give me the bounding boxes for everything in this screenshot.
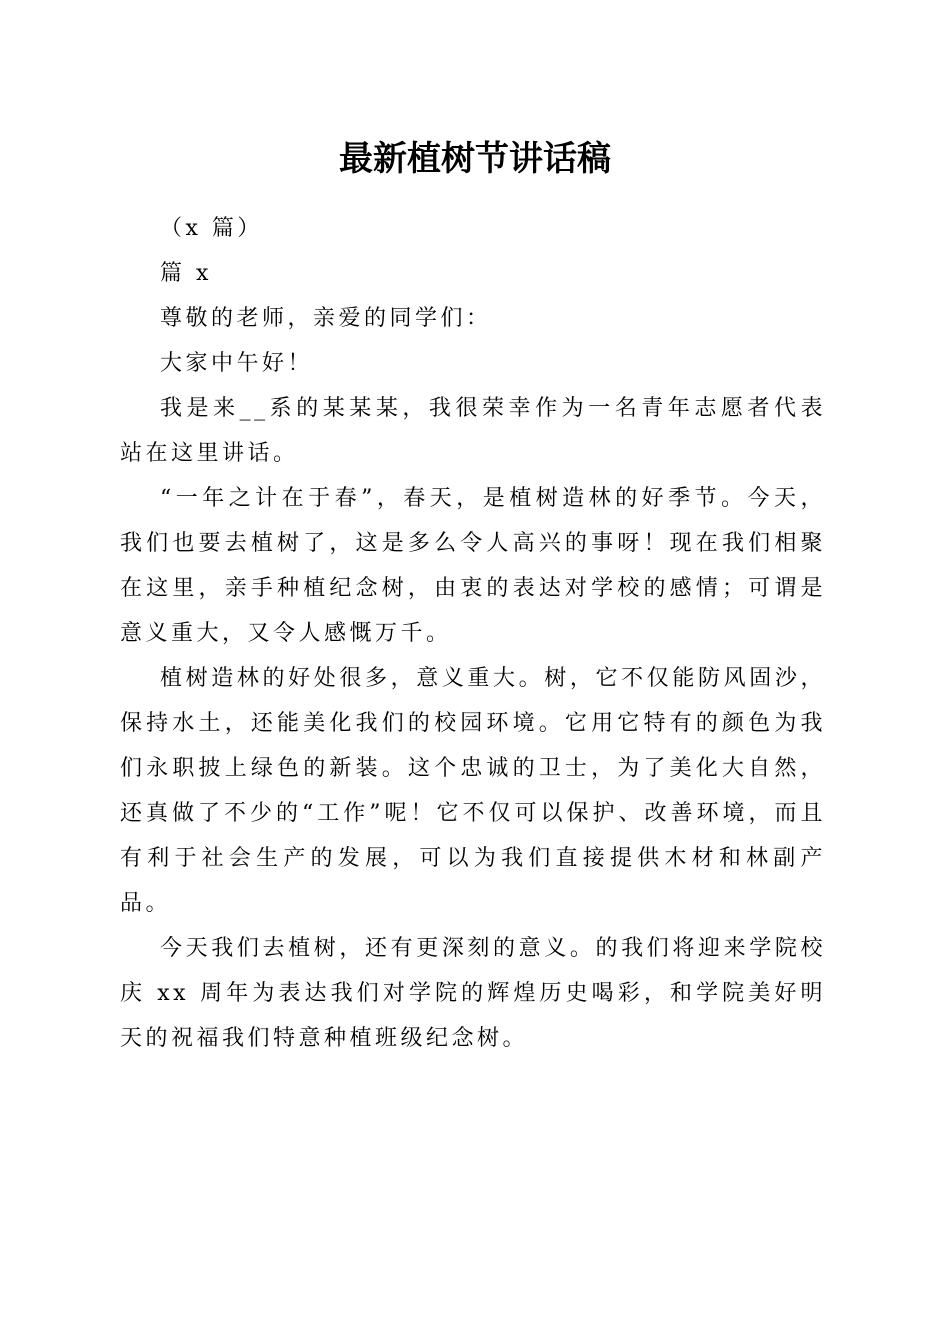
body-paragraph: 植树造林的好处很多，意义重大。树，它不仅能防风固沙，保持水土，还能美化我们的校园环境。它用它特有的颜色为我们永职披上绿色的新装。这个忠诚的卫士，为了美化大自然，还真做了不少的“工作”呢！它不仅可以保护、改善环境，而且有利于社会生产的发展，可以为我们直接提供木材和林副产品。 bbox=[120, 666, 826, 916]
body-paragraph: 我是来__系的某某某，我很荣幸作为一名青年志愿者代表站在这里讲话。 bbox=[120, 396, 826, 466]
section-label: 篇 x bbox=[160, 261, 212, 286]
section-count-note: （x 篇） bbox=[160, 216, 263, 241]
document-body bbox=[120, 206, 826, 1061]
salutation: 尊敬的老师，亲爱的同学们： bbox=[160, 306, 492, 331]
document-title: 最新植树节讲话稿 bbox=[339, 139, 611, 179]
body-paragraph: 今天我们去植树，还有更深刻的意义。的我们将迎来学院校庆 xx 周年为表达我们对学院的辉煌历史喝彩，和学院美好明天的祝福我们特意种植班级纪念树。 bbox=[120, 936, 826, 1051]
greeting: 大家中午好！ bbox=[160, 351, 314, 376]
body-paragraph: “一年之计在于春”，春天，是植树造林的好季节。今天，我们也要去植树了，这是多么令人高兴的事呀！现在我们相聚在这里，亲手种植纪念树，由衷的表达对学校的感情；可谓是意义重大，又令人感慨万千。 bbox=[120, 486, 826, 646]
